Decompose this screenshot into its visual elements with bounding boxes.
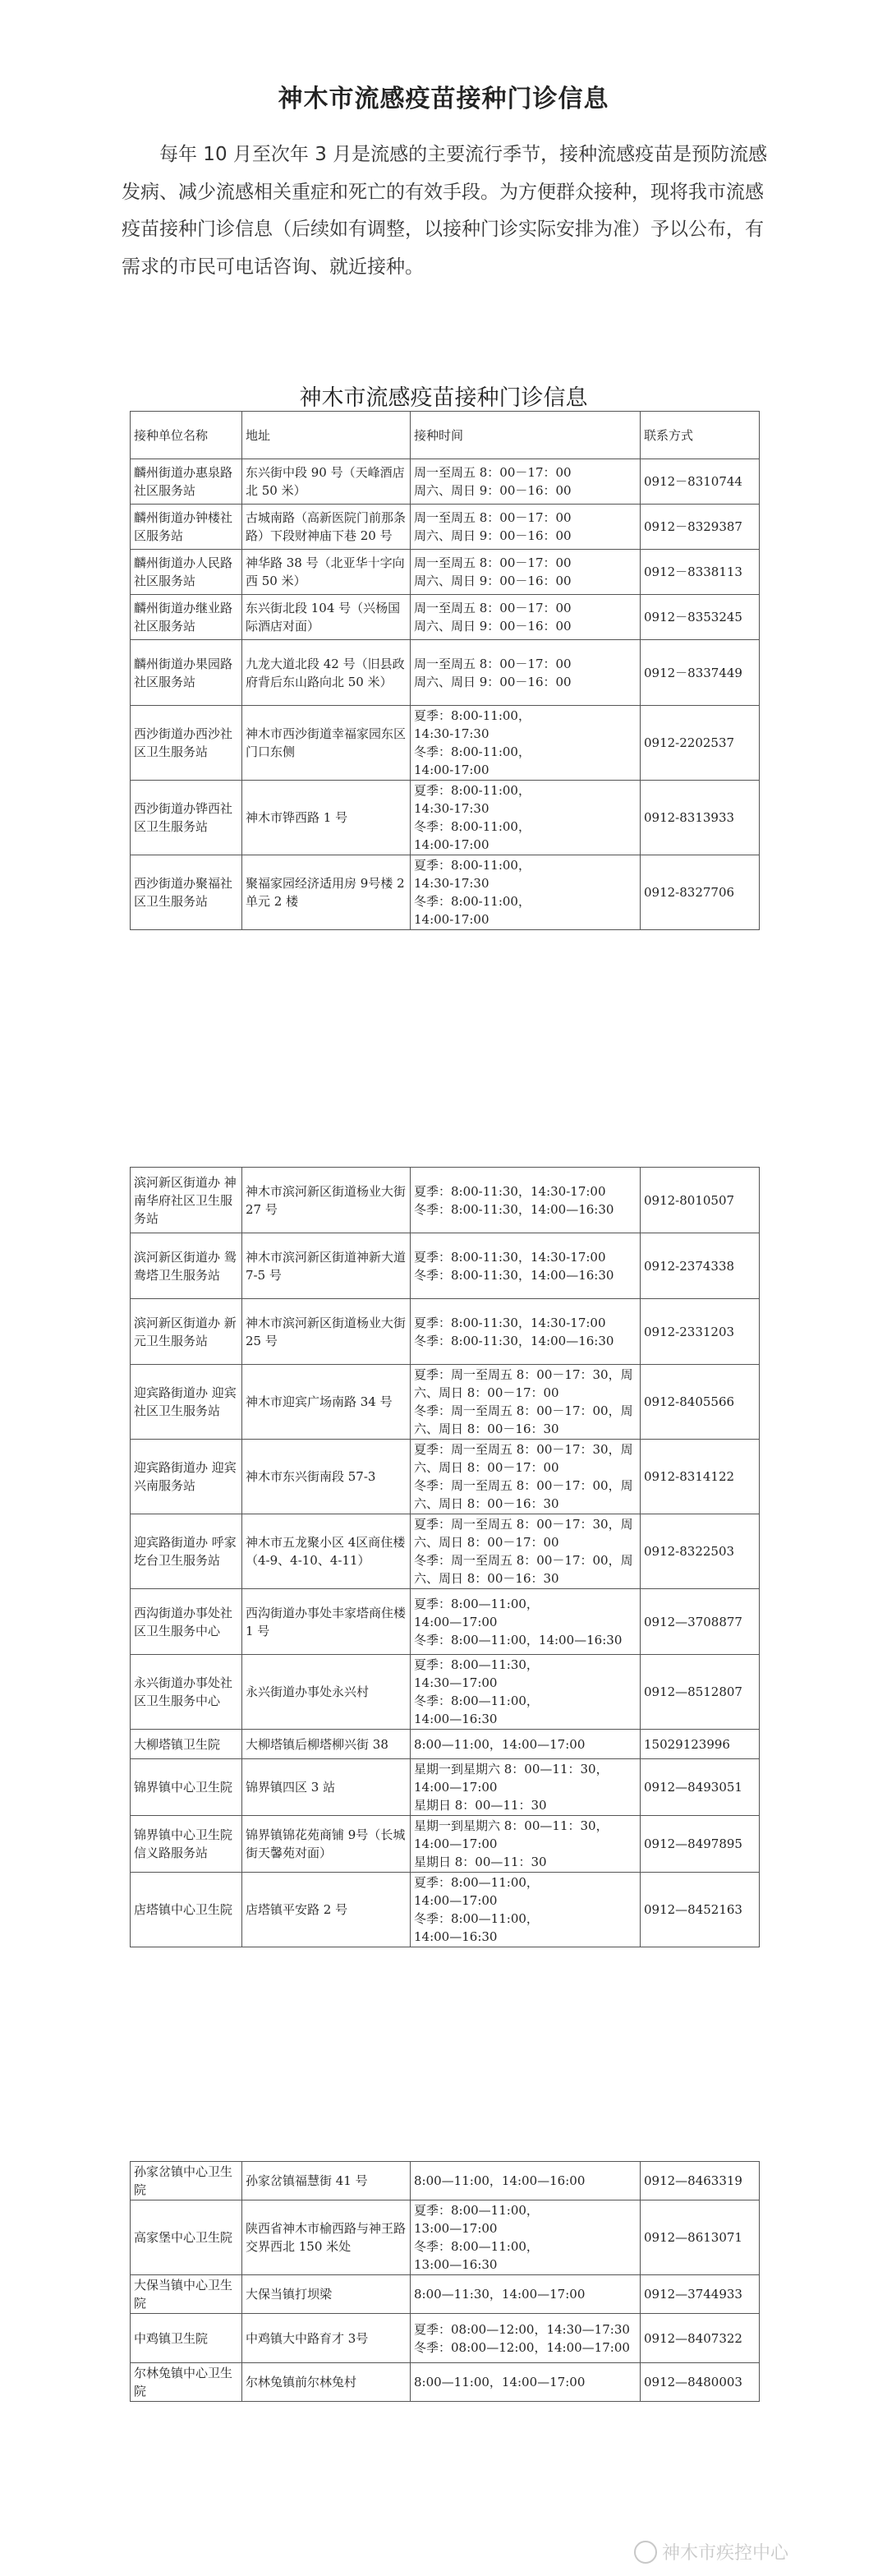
page-title: 神木市流感疫苗接种门诊信息: [278, 85, 609, 113]
cell-unit-name: 迎宾路街道办 呼家圪台卫生服务站: [131, 1514, 242, 1589]
header-contact-phone: 联系方式: [641, 412, 760, 459]
cell-contact-phone: 0912－8337449: [641, 640, 760, 706]
cell-address: 神木市西沙街道幸福家园东区门口东侧: [242, 706, 411, 781]
cell-vaccination-time: 周一至周五 8：00－17：00 周六、周日 9：00－16：00: [411, 595, 641, 640]
cell-address: 神木市滨河新区街道神新大道 7-5 号: [242, 1233, 411, 1299]
cell-address: 永兴街道办事处永兴村: [242, 1655, 411, 1730]
cell-address: 锦界镇四区 3 站: [242, 1759, 411, 1816]
cell-contact-phone: 0912-8405566: [641, 1365, 760, 1440]
cell-unit-name: 麟州街道办果园路社区服务站: [131, 640, 242, 706]
cell-vaccination-time: 8:00—11:00，14:00—17:00: [411, 2363, 641, 2402]
cell-vaccination-time: 星期一到星期六 8：00—11：30，14:00—17:00 星期日 8：00—11：30: [411, 1816, 641, 1873]
clinic-table-1: [130, 411, 760, 930]
table-row: [131, 1514, 760, 1589]
clinic-table-2: [130, 1167, 760, 1947]
cell-contact-phone: 0912-2374338: [641, 1233, 760, 1299]
cell-contact-phone: 0912-8314122: [641, 1440, 760, 1514]
cell-vaccination-time: 夏季：周一至周五 8：00－17：30，周六、周日 8：00－17：00 冬季：周一至周五 8：00－17：00，周六、周日 8：00－16：30: [411, 1440, 641, 1514]
cell-contact-phone: 0912—8463319: [641, 2162, 760, 2200]
cell-vaccination-time: 夏季：8:00—11:00， 13:00—17:00 冬季：8:00—11:00， 13:00—16:30: [411, 2200, 641, 2275]
cell-unit-name: 西沙街道办聚福社区卫生服务站: [131, 855, 242, 930]
header-address: 地址: [242, 412, 411, 459]
cell-contact-phone: 0912-8313933: [641, 781, 760, 855]
cell-unit-name: 麟州街道办惠泉路社区服务站: [131, 459, 242, 505]
cell-contact-phone: 0912—3708877: [641, 1589, 760, 1655]
watermark-text: 神木市疾控中心: [662, 2543, 789, 2564]
cell-unit-name: 孙家岔镇中心卫生院: [131, 2162, 242, 2200]
cell-unit-name: 尔林兔镇中心卫生院: [131, 2363, 242, 2402]
cell-address: 西沟街道办事处丰家塔商住楼 1 号: [242, 1589, 411, 1655]
cell-contact-phone: 0912—3744933: [641, 2275, 760, 2314]
cell-unit-name: 大柳塔镇卫生院: [131, 1730, 242, 1759]
cell-unit-name: 高家堡中心卫生院: [131, 2200, 242, 2275]
cell-address: 孙家岔镇福慧街 41 号: [242, 2162, 411, 2200]
table-row: [131, 2363, 760, 2402]
cell-unit-name: 滨河新区街道办 神南华府社区卫生服务站: [131, 1168, 242, 1233]
cell-address: 九龙大道北段 42 号（旧县政府背后东山路向北 50 米）: [242, 640, 411, 706]
cell-address: 尔林兔镇前尔林兔村: [242, 2363, 411, 2402]
cell-vaccination-time: 夏季：08:00—12:00，14:30—17:30 冬季：08:00—12:00，14:00—17:00: [411, 2314, 641, 2363]
header-vaccination-time: 接种时间: [411, 412, 641, 459]
wechat-icon: [634, 2541, 657, 2564]
cell-vaccination-time: 星期一到星期六 8：00—11：30，14:00—17:00 星期日 8：00—11：30: [411, 1759, 641, 1816]
cell-vaccination-time: 周一至周五 8：00－17：00 周六、周日 9：00－16：00: [411, 459, 641, 505]
cell-address: 店塔镇平安路 2 号: [242, 1873, 411, 1947]
table-row: [131, 1440, 760, 1514]
cell-contact-phone: 0912-8010507: [641, 1168, 760, 1233]
cell-address: 东兴街北段 104 号（兴杨国际酒店对面）: [242, 595, 411, 640]
cell-unit-name: 西沟街道办事处社区卫生服务中心: [131, 1589, 242, 1655]
cell-address: 大柳塔镇后柳塔柳兴街 38: [242, 1730, 411, 1759]
cell-contact-phone: 0912-2202537: [641, 706, 760, 781]
cell-vaccination-time: 8:00—11:00，14:00—16:00: [411, 2162, 641, 2200]
cell-unit-name: 西沙街道办西沙社区卫生服务站: [131, 706, 242, 781]
cell-vaccination-time: 周一至周五 8：00－17：00 周六、周日 9：00－16：00: [411, 505, 641, 550]
table-row: [131, 1759, 760, 1816]
table-row: [131, 595, 760, 640]
cell-contact-phone: 0912－8338113: [641, 550, 760, 595]
cell-contact-phone: 0912—8493051: [641, 1759, 760, 1816]
cell-vaccination-time: 夏季：8:00-11:00， 14:30-17:30 冬季：8:00-11:00， 14:00-17:00: [411, 855, 641, 930]
table-row: [131, 1873, 760, 1947]
watermark: [634, 2539, 788, 2564]
cell-unit-name: 迎宾路街道办 迎宾兴南服务站: [131, 1440, 242, 1514]
cell-vaccination-time: 夏季：8:00-11:30，14:30-17:00 冬季：8:00-11:30，14:00—16:30: [411, 1168, 641, 1233]
cell-vaccination-time: 夏季：周一至周五 8：00－17：30，周六、周日 8：00－17：00 冬季：周一至周五 8：00－17：00，周六、周日 8：00－16：30: [411, 1365, 641, 1440]
table-row: [131, 1168, 760, 1233]
cell-unit-name: 滨河新区街道办 鸳鸯塔卫生服务站: [131, 1233, 242, 1299]
cell-contact-phone: 0912—8407322: [641, 2314, 760, 2363]
cell-unit-name: 迎宾路街道办 迎宾社区卫生服务站: [131, 1365, 242, 1440]
cell-address: 大保当镇打坝梁: [242, 2275, 411, 2314]
cell-address: 陕西省神木市榆西路与神王路交界西北 150 米处: [242, 2200, 411, 2275]
cell-unit-name: 西沙街道办铧西社区卫生服务站: [131, 781, 242, 855]
cell-vaccination-time: 周一至周五 8：00－17：00 周六、周日 9：00－16：00: [411, 550, 641, 595]
table-row: [131, 2314, 760, 2363]
cell-vaccination-time: 夏季：8:00-11:30，14:30-17:00 冬季：8:00-11:30，14:00—16:30: [411, 1233, 641, 1299]
table-row: [131, 706, 760, 781]
cell-address: 神木市东兴街南段 57-3: [242, 1440, 411, 1514]
cell-unit-name: 锦界镇中心卫生院 信义路服务站: [131, 1816, 242, 1873]
cell-address: 古城南路（高新医院门前那条路）下段财神庙下巷 20 号: [242, 505, 411, 550]
cell-contact-phone: 0912—8497895: [641, 1816, 760, 1873]
table-row: [131, 1655, 760, 1730]
table-row: [131, 1730, 760, 1759]
cell-contact-phone: 0912-8322503: [641, 1514, 760, 1589]
intro-paragraph: 每年 10 月至次年 3 月是流感的主要流行季节，接种流感疫苗是预防流感发病、减少流感相关重症和死亡的有效手段。为方便群众接种，现将我市流感疫苗接种门诊信息（后续如有调整，以接种门诊实际安排为准）予以公布，有需求的市民可电话咨询、就近接种。: [122, 144, 768, 278]
table-row: [131, 781, 760, 855]
cell-address: 聚福家园经济适用房 9号楼 2 单元 2 楼: [242, 855, 411, 930]
cell-contact-phone: 0912—8512807: [641, 1655, 760, 1730]
cell-unit-name: 麟州街道办钟楼社区服务站: [131, 505, 242, 550]
cell-contact-phone: 15029123996: [641, 1730, 760, 1759]
cell-vaccination-time: 夏季：周一至周五 8：00－17：30，周六、周日 8：00－17：00 冬季：周一至周五 8：00－17：00，周六、周日 8：00－16：30: [411, 1514, 641, 1589]
cell-contact-phone: 0912-2331203: [641, 1299, 760, 1365]
cell-unit-name: 永兴街道办事处社区卫生服务中心: [131, 1655, 242, 1730]
clinic-table-3: [130, 2161, 760, 2402]
table-title: 神木市流感疫苗接种门诊信息: [299, 385, 588, 411]
cell-address: 锦界镇锦花苑商铺 9号（长城街天馨苑对面）: [242, 1816, 411, 1873]
table-row: [131, 1365, 760, 1440]
cell-unit-name: 麟州街道办继业路社区服务站: [131, 595, 242, 640]
cell-vaccination-time: 8:00—11:30，14:00—17:00: [411, 2275, 641, 2314]
cell-contact-phone: 0912－8310744: [641, 459, 760, 505]
table-row: [131, 1233, 760, 1299]
cell-contact-phone: 0912－8353245: [641, 595, 760, 640]
table-row: [131, 640, 760, 706]
cell-unit-name: 滨河新区街道办 新元卫生服务站: [131, 1299, 242, 1365]
cell-contact-phone: 0912—8452163: [641, 1873, 760, 1947]
table-row: [131, 2162, 760, 2200]
table-row: [131, 1816, 760, 1873]
cell-address: 神华路 38 号（北亚华十字向西 50 米）: [242, 550, 411, 595]
cell-address: 神木市迎宾广场南路 34 号: [242, 1365, 411, 1440]
cell-vaccination-time: 夏季：8:00—11:00， 14:00—17:00 冬季：8:00—11:00，14:00—16:30: [411, 1589, 641, 1655]
cell-address: 中鸡镇大中路育才 3号: [242, 2314, 411, 2363]
cell-unit-name: 麟州街道办人民路社区服务站: [131, 550, 242, 595]
cell-vaccination-time: 8:00—11:00，14:00—17:00: [411, 1730, 641, 1759]
cell-vaccination-time: 夏季：8:00—11:00， 14:00—17:00 冬季：8:00—11:00， 14:00—16:30: [411, 1873, 641, 1947]
cell-vaccination-time: 夏季：8:00-11:00， 14:30-17:30 冬季：8:00-11:00， 14:00-17:00: [411, 781, 641, 855]
cell-vaccination-time: 夏季：8:00-11:30，14:30-17:00 冬季：8:00-11:30，14:00—16:30: [411, 1299, 641, 1365]
cell-address: 神木市铧西路 1 号: [242, 781, 411, 855]
table-row: [131, 2200, 760, 2275]
table-row: [131, 1299, 760, 1365]
table-row: [131, 505, 760, 550]
table-row: [131, 1589, 760, 1655]
cell-unit-name: 锦界镇中心卫生院: [131, 1759, 242, 1816]
header-unit-name: 接种单位名称: [131, 412, 242, 459]
table-row: [131, 855, 760, 930]
cell-address: 神木市滨河新区街道杨业大街 27 号: [242, 1168, 411, 1233]
cell-contact-phone: 0912—8613071: [641, 2200, 760, 2275]
cell-address: 神木市五龙聚小区 4区商住楼（4-9、4-10、4-11）: [242, 1514, 411, 1589]
cell-vaccination-time: 夏季：8:00—11:30， 14:30—17:00 冬季：8:00—11:00， 14:00—16:30: [411, 1655, 641, 1730]
table-row: [131, 550, 760, 595]
cell-vaccination-time: 周一至周五 8：00－17：00 周六、周日 9：00－16：00: [411, 640, 641, 706]
cell-address: 东兴街中段 90 号（天峰酒店北 50 米）: [242, 459, 411, 505]
cell-unit-name: 大保当镇中心卫生院: [131, 2275, 242, 2314]
cell-contact-phone: 0912-8327706: [641, 855, 760, 930]
cell-unit-name: 中鸡镇卫生院: [131, 2314, 242, 2363]
cell-unit-name: 店塔镇中心卫生院: [131, 1873, 242, 1947]
table-row: [131, 459, 760, 505]
table-row: [131, 2275, 760, 2314]
table-header-row: [131, 412, 760, 459]
cell-vaccination-time: 夏季：8:00-11:00， 14:30-17:30 冬季：8:00-11:00， 14:00-17:00: [411, 706, 641, 781]
cell-contact-phone: 0912－8329387: [641, 505, 760, 550]
cell-address: 神木市滨河新区街道杨业大街 25 号: [242, 1299, 411, 1365]
cell-contact-phone: 0912—8480003: [641, 2363, 760, 2402]
